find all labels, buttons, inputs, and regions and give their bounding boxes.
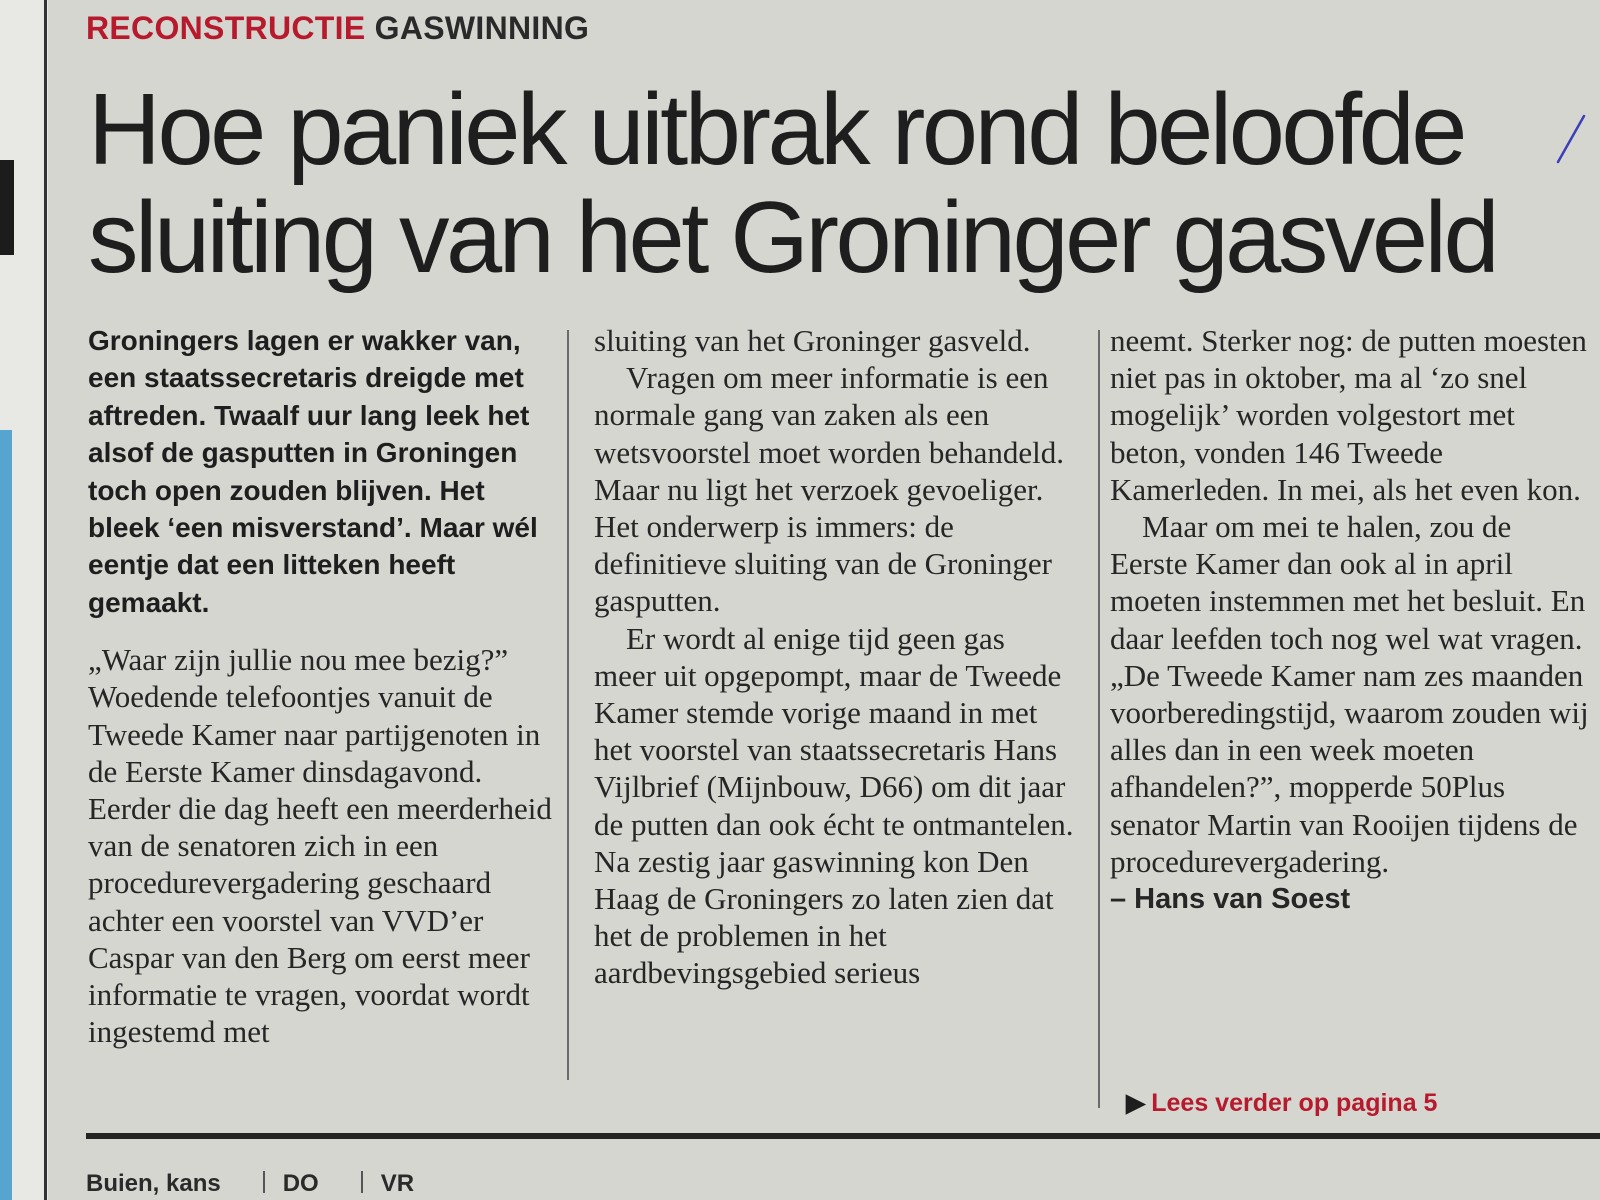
arrow-right-icon: ▶	[1126, 1089, 1146, 1117]
weather-label: Buien, kans	[86, 1170, 221, 1197]
body-paragraph: Er wordt al enige tijd geen gas meer uit opgepompt, maar de Tweede Kamer stemde vorige maand in met het voorstel van staatssecretaris Hans Vijlbrief (Mijnbouw, D66) om dit jaar de putten dan ook écht te ontmantelen. Na zestig jaar gaswinning kon Den Haag de Groningers zo laten zien dat het de problemen in het aardbevingsgebied serieus	[594, 620, 1074, 991]
continue-reading-link[interactable]	[1126, 1088, 1437, 1118]
weather-divider	[361, 1171, 363, 1193]
weather-divider	[263, 1171, 265, 1193]
adjacent-page-dark-block	[0, 160, 14, 255]
adjacent-page-blue-block	[0, 430, 12, 1200]
body-paragraph: Vragen om meer informatie is een normale gang van zaken als een wetsvoorstel moet worden behandeld. Maar nu ligt het verzoek gevoeliger. Het onderwerp is immers: de definitieve sluiting van de Groninger gasputten.	[594, 360, 1065, 619]
page-fold-line	[44, 0, 47, 1200]
body-paragraph: neemt. Sterker nog: de putten moesten niet pas in oktober, ma al ‘zo snel mogelijk’ worden volgestort met beton, vonden 146 Tweede Kamerleden. In mei, als het even kon.	[1110, 323, 1587, 507]
kicker-gaswinning: GASWINNING	[374, 10, 590, 46]
body-paragraph: sluiting van het Groninger gasveld.	[594, 323, 1031, 358]
weather-day-1: DO	[282, 1170, 319, 1197]
adjacent-page-edge	[0, 0, 48, 1200]
article-column-1	[88, 322, 558, 1050]
continue-reading-label: Lees verder op pagina 5	[1151, 1089, 1438, 1117]
body-paragraph: „Waar zijn jullie nou mee bezig?” Woedende telefoontjes vanuit de Tweede Kamer naar partijgenoten in de Eerste Kamer dinsdagavond. Eerder die dag heeft een meerderheid van de senatoren zich in een procedurevergadering geschaard achter een voorstel van VVD’er Caspar van den Berg om eerst meer informatie te vragen, voordat wordt ingestemd met	[88, 642, 552, 1050]
article-headline: Hoe paniek uitbrak rond beloofde sluiting van het Groninger gasveld	[88, 74, 1497, 294]
kicker-reconstructie: RECONSTRUCTIE	[86, 10, 366, 46]
pen-mark-icon	[1548, 110, 1588, 170]
weather-strip	[86, 1170, 414, 1198]
article-column-3	[1110, 322, 1590, 918]
weather-day-2: VR	[380, 1170, 415, 1197]
article-intro: Groningers lagen er wakker van, een staatssecretaris dreigde met aftreden. Twaalf uur lang leek het alsof de gasputten in Groningen toch open zouden blijven. Het bleek ‘een misverstand’. Maar wél eentje dat een litteken heeft gemaakt.	[88, 325, 538, 618]
author-byline: – Hans van Soest	[1110, 883, 1351, 916]
column-divider	[567, 330, 569, 1080]
section-kicker	[86, 10, 589, 47]
body-paragraph: Maar om mei te halen, zou de Eerste Kamer dan ook al in april moeten instemmen met het besluit. En daar leefden toch nog wel wat vragen. „De Tweede Kamer nam zes maanden voorberedingstijd, waarom zouden wij alles dan in een week moeten afhandelen?”, mopperde 50Plus senator Martin van Rooijen tijdens de procedurevergadering.	[1110, 509, 1589, 879]
column-divider	[1098, 330, 1100, 1108]
page-bottom-rule	[86, 1133, 1600, 1139]
article-column-2	[594, 322, 1074, 992]
